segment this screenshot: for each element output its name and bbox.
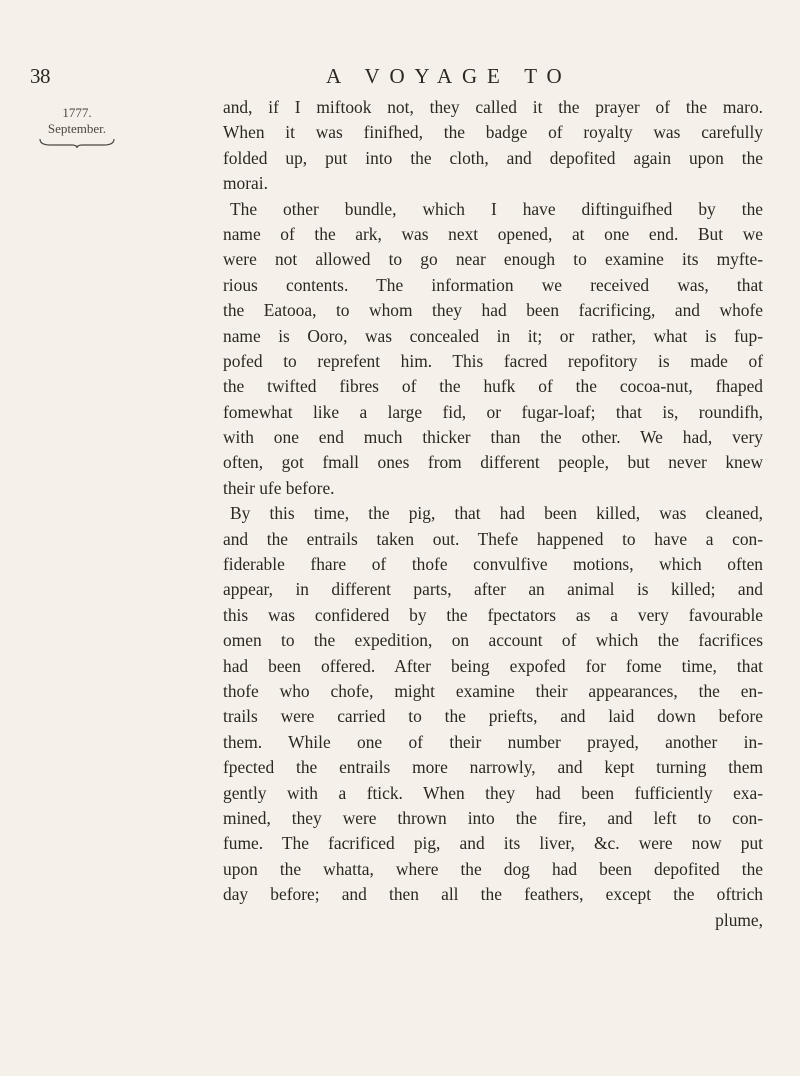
text-line: name of the ark, was next opened, at one end. But we [223, 223, 763, 244]
running-head: A VOYAGE TO [326, 64, 572, 88]
text-line: gently with a ftick. When they had been fufficiently exa- [223, 782, 763, 803]
text-line: thofe who chofe, might examine their appearances, the en- [223, 680, 763, 701]
text-line: omen to the expedition, on account of which the facrifices [223, 630, 763, 651]
text-line: fomewhat like a large fid, or fugar-loaf; that is, roundifh, [223, 401, 763, 422]
text-line: folded up, put into the cloth, and depofited again upon the [223, 147, 763, 168]
text-line: had been offered. After being expofed for fome time, that [223, 655, 763, 676]
page-number: 38 [30, 64, 50, 88]
text-line: pofed to reprefent him. This facred repofitory is made of [223, 350, 763, 371]
text-line: and, if I miftook not, they called it the prayer of the maro. [223, 97, 763, 117]
text-line: trails were carried to the priefts, and laid down before [223, 706, 763, 727]
text-line: When it was finifhed, the badge of royalty was carefully [223, 122, 763, 143]
text-line: name is Ooro, was concealed in it; or rather, what is fup- [223, 325, 763, 346]
text-line: mined, they were thrown into the fire, and left to con- [223, 807, 763, 828]
text-line: the Eatooa, to whom they had been facrificing, and whofe [223, 300, 763, 321]
margin-month: September. [47, 121, 107, 136]
text-line: their ufe before. [223, 477, 335, 498]
text-line: plume, [715, 909, 763, 930]
text-line: The other bundle, which I have diftinguifhed by the [230, 198, 763, 219]
text-line: morai. [223, 173, 268, 194]
text-line: were not allowed to go near enough to examine its myfte- [223, 249, 763, 270]
text-line: By this time, the pig, that had been killed, was cleaned, [230, 503, 763, 524]
text-line: often, got fmall ones from different people, but never knew [223, 452, 763, 473]
margin-brace-icon [38, 137, 116, 149]
text-line: this was confidered by the fpectators as a very favourable [223, 604, 763, 625]
margin-year: 1777. [62, 105, 92, 120]
text-line: fiderable fhare of thofe convulfive motions, which often [223, 554, 763, 575]
text-line: appear, in different parts, after an animal is killed; and [223, 579, 763, 600]
text-line: the twifted fibres of the hufk of the cocoa-nut, fhaped [223, 376, 763, 397]
text-line: upon the whatta, where the dog had been depofited the [223, 858, 763, 879]
margin-note [30, 105, 124, 149]
text-line: them. While one of their number prayed, another in- [223, 731, 763, 752]
text-line: day before; and then all the feathers, except the oftrich [223, 884, 763, 905]
text-line: fume. The facrificed pig, and its liver, &c. were now put [223, 833, 763, 854]
body-text [223, 95, 763, 933]
text-line: rious contents. The information we received was, that [223, 274, 763, 295]
text-line: fpected the entrails more narrowly, and kept turning them [223, 757, 763, 778]
text-line: and the entrails taken out. Thefe happened to have a con- [223, 528, 763, 549]
text-line: with one end much thicker than the other. We had, very [223, 427, 763, 448]
